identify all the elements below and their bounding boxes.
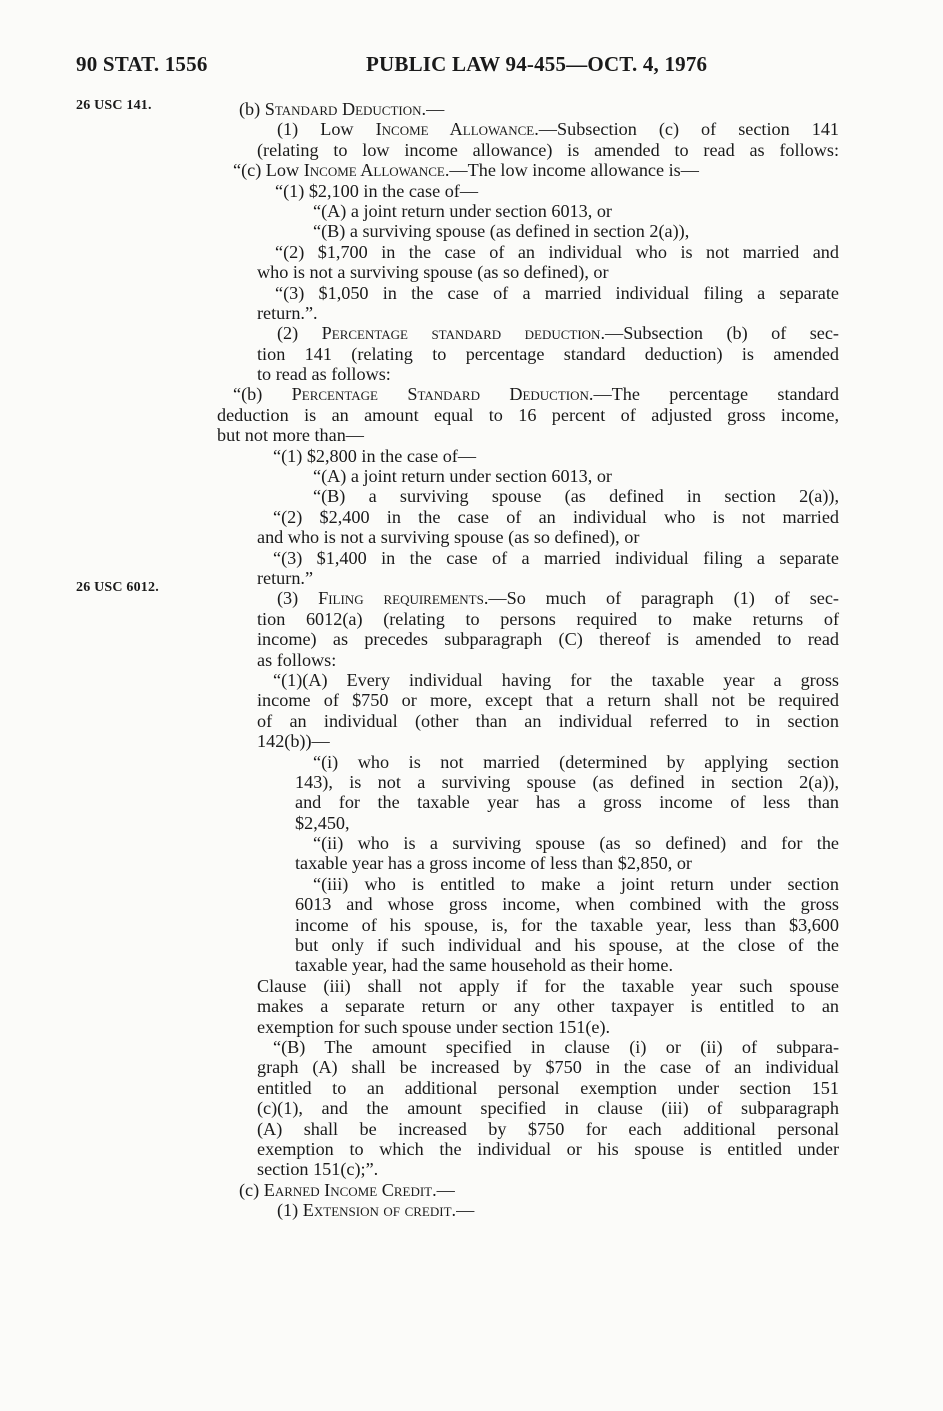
small-caps-heading: Extension of credit [302,1200,452,1221]
text-line: 143), is not a surviving spouse (as defined in section 2(a)), [295,771,839,792]
small-caps-heading: Income Allowance [303,160,445,181]
line-suffix: .—Subsection (b) of sec- [600,323,839,344]
text-line: and who is not a surviving spouse (as so defined), or [257,527,640,548]
text-line [239,99,839,119]
text-line: 142(b))— [257,731,330,752]
text-line: of an individual (other than an individual referred to in section [257,710,839,731]
text-line: “(2) $1,700 in the case of an individual who is not married and [275,241,839,262]
text-line: makes a separate return or any other taxpayer is entitled to an [257,996,839,1017]
text-line: “(iii) who is entitled to make a joint return under section [313,873,839,894]
text-line: tion 6012(a) (relating to persons required to make returns of [257,608,839,629]
line-suffix: .—So much of paragraph (1) of sec- [483,588,839,609]
text-line [233,384,839,404]
line-prefix: “(b) [233,384,292,405]
text-line: who is not a surviving spouse (as so defined), or [257,262,609,283]
line-suffix: .— [451,1200,475,1221]
text-line [277,119,839,139]
line-suffix: .—Subsection (c) of section 141 [534,119,840,140]
text-line: income) as precedes subparagraph (C) thereof is amended to read [257,629,839,650]
line-prefix: “(c) Low [233,160,304,181]
line-prefix: (b) [239,99,265,119]
line-prefix: (c) [239,1179,264,1200]
line-prefix: (2) [277,323,322,344]
line-suffix: .— [421,99,445,119]
text-line: as follows: [257,649,337,670]
page-header [0,52,943,84]
text-line: (A) shall be increased by $750 for each additional personal [257,1118,839,1139]
text-line: “(B) The amount specified in clause (i) or (ii) of subpara- [273,1036,839,1057]
text-line: tion 141 (relating to percentage standard deduction) is amended [257,343,839,364]
text-line: (c)(1), and the amount specified in clause (iii) of subparagraph [257,1098,839,1119]
text-line: “(ii) who is a surviving spouse (as so defined) and for the [313,833,839,854]
text-line: Clause (iii) shall not apply if for the taxable year such spouse [257,975,839,996]
text-line: “(i) who is not married (determined by applying section [313,751,839,772]
line-prefix: (3) [277,588,319,609]
text-line: “(1) $2,100 in the case of— [275,180,479,201]
text-line: $2,450, [295,812,350,833]
text-line: return.”. [257,302,318,323]
text-line: “(3) $1,050 in the case of a married individual filing a separate [275,282,839,303]
text-line: entitled to an additional personal exemption under section 151 [257,1077,839,1098]
small-caps-heading: Percentage standard deduction [321,323,601,344]
text-line: but not more than— [217,425,364,446]
statute-page-number: 90 STAT. 1556 [76,52,208,76]
text-line: exemption for such spouse under section 151(e). [257,1016,611,1037]
small-caps-heading: Earned Income Credit [263,1179,433,1200]
text-line: income of $750 or more, except that a return shall not be required [257,690,839,711]
text-line: income of his spouse, is, for the taxable year, less than $3,600 [295,914,839,935]
line-suffix: .—The percentage standard [588,384,839,405]
text-line: “(2) $2,400 in the case of an individual who is not married [273,506,839,527]
text-line: and for the taxable year has a gross income of less than [295,792,839,813]
text-line: “(3) $1,400 in the case of a married individual filing a separate [273,547,839,568]
line-prefix: (1) Low [277,119,376,140]
margin-note-26-usc-6012: 26 USC 6012. [76,580,159,595]
text-line [239,1180,839,1200]
text-line: 6013 and whose gross income, when combined with the gross [295,894,839,915]
line-suffix: .— [432,1179,455,1200]
margin-note-26-usc-141: 26 USC 141. [76,98,152,113]
text-line: “(A) a joint return under section 6013, or [313,466,612,487]
text-line: “(B) a surviving spouse (as defined in section 2(a)), [313,486,839,507]
text-line [233,160,839,180]
text-line: exemption to which the individual or his spouse is entitled under [257,1138,839,1159]
small-caps-heading: Percentage Standard Deduction [291,384,589,405]
text-line: taxable year, had the same household as their home. [295,955,674,976]
small-caps-heading: Income Allowance [375,119,535,140]
text-line [277,323,839,343]
text-line: “(B) a surviving spouse (as defined in section 2(a)), [313,221,690,242]
text-line: (relating to low income allowance) is amended to read as follows: [257,139,839,160]
text-line: to read as follows: [257,364,391,385]
text-line: “(1) $2,800 in the case of— [273,445,477,466]
small-caps-heading: Filing requirements [318,588,484,609]
text-line [277,1200,839,1220]
line-prefix: (1) [277,1200,303,1221]
text-line: deduction is an amount equal to 16 percent of adjusted gross income, [217,404,839,425]
line-suffix: .—The low income allowance is— [444,160,699,181]
text-line: “(1)(A) Every individual having for the taxable year a gross [273,669,839,690]
text-line: return.” [257,567,314,588]
text-line: taxable year has a gross income of less than $2,850, or [295,853,692,874]
text-line: but only if such individual and his spouse, at the close of the [295,935,839,956]
public-law-title: PUBLIC LAW 94-455—OCT. 4, 1976 [366,52,708,76]
statute-body-text [217,99,839,1220]
text-line: section 151(c);”. [257,1159,379,1180]
small-caps-heading: Standard Deduction [264,99,422,119]
text-line [277,588,839,608]
text-line: “(A) a joint return under section 6013, or [313,200,612,221]
text-line: graph (A) shall be increased by $750 in the case of an individual [257,1057,839,1078]
